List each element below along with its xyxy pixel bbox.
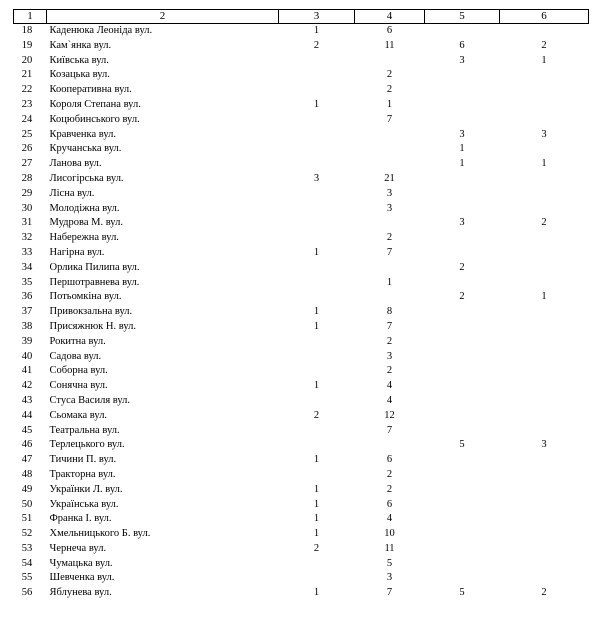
value-col-3 (279, 113, 355, 128)
column-number-header-row (14, 10, 589, 24)
value-col-5 (425, 483, 500, 498)
value-col-6 (500, 320, 589, 335)
table-row (14, 276, 589, 291)
value-col-6: 3 (541, 439, 547, 451)
row-number: 49 (21, 483, 33, 495)
value-col-6 (500, 468, 589, 483)
value-col-3 (279, 571, 355, 586)
value-col-4: 7 (386, 246, 393, 258)
row-number: 43 (21, 394, 33, 406)
street-name: Кам`янка вул. (49, 39, 112, 51)
street-name: Шевченка вул. (49, 572, 115, 584)
street-name: Козацька вул. (49, 69, 110, 81)
row-number: 52 (21, 528, 33, 540)
street-name: Терлецького вул. (49, 439, 125, 451)
row-number: 18 (21, 25, 33, 36)
value-col-6 (500, 483, 589, 498)
row-number: 28 (21, 172, 33, 184)
street-name: Потьомкіна вул. (49, 291, 122, 303)
value-col-3 (279, 216, 355, 231)
value-col-4: 7 (386, 424, 393, 436)
street-name: Чумацька вул. (49, 557, 113, 569)
value-col-4 (355, 157, 425, 172)
value-col-5 (425, 527, 500, 542)
table-row (14, 142, 589, 157)
value-col-4: 6 (386, 454, 393, 466)
table-row (14, 54, 589, 69)
value-col-4: 2 (386, 84, 393, 96)
value-col-3 (279, 468, 355, 483)
value-col-6 (500, 142, 589, 157)
value-col-3 (279, 261, 355, 276)
row-number: 37 (21, 306, 33, 318)
street-name: Орлика Пилипа вул. (49, 261, 140, 273)
row-number: 51 (21, 513, 33, 525)
value-col-4: 2 (386, 483, 393, 495)
street-name: Кооперативна вул. (49, 84, 132, 96)
value-col-3: 1 (313, 306, 320, 318)
value-col-5 (425, 276, 500, 291)
value-col-4: 7 (386, 320, 393, 332)
row-number: 19 (21, 39, 33, 51)
row-number: 44 (21, 409, 33, 421)
value-col-6: 1 (541, 158, 547, 170)
table-row (14, 557, 589, 572)
value-col-3: 1 (313, 454, 320, 466)
value-col-4: 3 (386, 572, 393, 584)
value-col-6: 2 (541, 587, 547, 599)
street-statistics-table (13, 9, 589, 601)
value-col-5 (425, 305, 500, 320)
value-col-5: 2 (459, 261, 465, 273)
street-name: Рокитна вул. (49, 335, 106, 347)
value-col-5 (425, 364, 500, 379)
row-number: 46 (21, 439, 33, 451)
value-col-6: 1 (541, 54, 547, 66)
row-number: 33 (21, 246, 33, 258)
header-col-5: 5 (425, 10, 500, 24)
street-name: Яблунева вул. (49, 587, 112, 599)
table-row (14, 394, 589, 409)
value-col-4 (355, 438, 425, 453)
value-col-6 (500, 379, 589, 394)
row-number: 32 (21, 232, 33, 244)
street-name: Сьомака вул. (49, 409, 108, 421)
table-row (14, 83, 589, 98)
street-name: Українки Л. вул. (49, 483, 123, 495)
value-col-4: 2 (386, 335, 393, 347)
street-name: Кручанська вул. (49, 143, 122, 155)
value-col-3 (279, 54, 355, 69)
value-col-4: 3 (386, 350, 393, 362)
table-row (14, 379, 589, 394)
street-name: Молодіжна вул. (49, 202, 120, 214)
value-col-4: 4 (386, 394, 393, 406)
value-col-4: 1 (386, 98, 393, 110)
value-col-3 (279, 364, 355, 379)
value-col-6 (500, 542, 589, 557)
table-row (14, 527, 589, 542)
value-col-6 (500, 364, 589, 379)
street-name: Хмельницького Б. вул. (49, 528, 151, 540)
value-col-6 (500, 394, 589, 409)
value-col-4: 5 (386, 557, 393, 569)
value-col-6 (500, 202, 589, 217)
value-col-4 (355, 128, 425, 143)
value-col-5 (425, 83, 500, 98)
value-col-5 (425, 68, 500, 83)
value-col-5 (425, 187, 500, 202)
value-col-3 (279, 335, 355, 350)
street-name: Коцюбинського вул. (49, 113, 140, 125)
value-col-6 (500, 512, 589, 527)
value-col-3 (279, 231, 355, 246)
row-number: 41 (21, 365, 33, 377)
value-col-4: 7 (386, 587, 393, 599)
value-col-5 (425, 98, 500, 113)
value-col-6 (500, 187, 589, 202)
header-col-1: 1 (14, 10, 47, 24)
value-col-3 (279, 187, 355, 202)
table-row (14, 98, 589, 113)
street-table-page (13, 9, 588, 601)
value-col-5 (425, 320, 500, 335)
row-number: 38 (21, 320, 33, 332)
street-name: Театральна вул. (49, 424, 120, 436)
table-row (14, 187, 589, 202)
row-number: 55 (21, 572, 33, 584)
table-row (14, 157, 589, 172)
value-col-5: 5 (459, 439, 465, 451)
table-row (14, 113, 589, 128)
value-col-3 (279, 157, 355, 172)
value-col-3: 1 (313, 25, 320, 36)
table-row (14, 571, 589, 586)
table-row (14, 542, 589, 557)
row-number: 25 (21, 128, 33, 140)
value-col-4: 11 (384, 542, 395, 554)
value-col-5 (425, 202, 500, 217)
street-name: Сонячна вул. (49, 380, 108, 392)
street-name: Українська вул. (49, 498, 119, 510)
value-col-4: 2 (386, 232, 393, 244)
row-number: 45 (21, 424, 33, 436)
table-row (14, 586, 589, 601)
value-col-5: 2 (459, 291, 465, 303)
street-name: Тракторна вул. (49, 468, 116, 480)
value-col-5 (425, 335, 500, 350)
value-col-5: 3 (459, 54, 465, 66)
street-name: Присяжнюк Н. вул. (49, 320, 136, 332)
value-col-3: 3 (313, 172, 320, 184)
value-col-6 (500, 453, 589, 468)
street-name: Садова вул. (49, 350, 102, 362)
street-name: Кравченка вул. (49, 128, 117, 140)
row-number: 53 (21, 542, 33, 554)
table-row (14, 320, 589, 335)
value-col-4: 2 (386, 365, 393, 377)
value-col-3: 2 (313, 39, 320, 51)
row-number: 26 (21, 143, 33, 155)
table-row (14, 424, 589, 439)
value-col-5 (425, 468, 500, 483)
table-body (14, 24, 589, 602)
value-col-5: 6 (459, 39, 465, 51)
table-row (14, 24, 589, 39)
value-col-3 (279, 394, 355, 409)
value-col-4: 2 (386, 69, 393, 81)
row-number: 36 (21, 291, 33, 303)
value-col-4: 3 (386, 202, 393, 214)
row-number: 30 (21, 202, 33, 214)
value-col-3: 1 (313, 513, 320, 525)
value-col-6 (500, 276, 589, 291)
street-name: Привокзальна вул. (49, 306, 133, 318)
street-name: Стуса Василя вул. (49, 394, 131, 406)
row-number: 42 (21, 380, 33, 392)
street-name: Соборна вул. (49, 365, 108, 377)
value-col-4: 4 (386, 380, 393, 392)
value-col-5 (425, 542, 500, 557)
table-row (14, 409, 589, 424)
value-col-5 (425, 113, 500, 128)
table-row (14, 453, 589, 468)
row-number: 24 (21, 113, 33, 125)
value-col-6 (500, 571, 589, 586)
value-col-3: 1 (313, 483, 320, 495)
table-row (14, 202, 589, 217)
row-number: 27 (21, 158, 33, 170)
row-number: 50 (21, 498, 33, 510)
row-number: 40 (21, 350, 33, 362)
table-row (14, 512, 589, 527)
street-name: Набережна вул. (49, 232, 119, 244)
street-name: Лисогірська вул. (49, 172, 124, 184)
value-col-3 (279, 128, 355, 143)
value-col-6: 2 (541, 39, 547, 51)
header-col-2: 2 (47, 10, 279, 24)
value-col-6: 1 (541, 291, 547, 303)
value-col-6 (500, 246, 589, 261)
value-col-4 (355, 216, 425, 231)
value-col-5 (425, 231, 500, 246)
value-col-6 (500, 68, 589, 83)
value-col-5 (425, 424, 500, 439)
value-col-3 (279, 424, 355, 439)
value-col-5: 3 (459, 217, 465, 229)
value-col-4: 6 (386, 498, 393, 510)
value-col-4: 6 (386, 25, 393, 36)
street-name: Каденюка Леоніда вул. (49, 25, 153, 36)
value-col-4: 10 (384, 528, 395, 540)
table-row (14, 335, 589, 350)
value-col-6: 2 (541, 217, 547, 229)
street-name: Франка І. вул. (49, 513, 112, 525)
value-col-5 (425, 409, 500, 424)
table-row (14, 364, 589, 379)
value-col-3: 1 (313, 320, 320, 332)
row-number: 35 (21, 276, 33, 288)
value-col-5 (425, 246, 500, 261)
value-col-3 (279, 68, 355, 83)
value-col-6 (500, 305, 589, 320)
table-row (14, 216, 589, 231)
value-col-4 (355, 261, 425, 276)
table-row (14, 128, 589, 143)
street-name: Мудрова М. вул. (49, 217, 123, 229)
value-col-6 (500, 409, 589, 424)
value-col-3 (279, 438, 355, 453)
row-number: 22 (21, 84, 33, 96)
value-col-3: 1 (313, 380, 320, 392)
value-col-6 (500, 113, 589, 128)
value-col-4: 12 (384, 409, 395, 421)
value-col-4: 7 (386, 113, 393, 125)
value-col-3: 2 (313, 542, 320, 554)
value-col-5 (425, 350, 500, 365)
header-col-3: 3 (279, 10, 355, 24)
row-number: 47 (21, 454, 33, 466)
value-col-5 (425, 379, 500, 394)
table-row (14, 68, 589, 83)
table-row (14, 483, 589, 498)
table-row (14, 468, 589, 483)
value-col-3 (279, 290, 355, 305)
street-name: Київська вул. (49, 54, 109, 66)
value-col-4: 8 (386, 306, 393, 318)
value-col-6 (500, 498, 589, 513)
value-col-3: 1 (313, 498, 320, 510)
street-name: Короля Степана вул. (49, 98, 141, 110)
value-col-3: 1 (313, 587, 320, 599)
table-row (14, 172, 589, 187)
value-col-5 (425, 571, 500, 586)
value-col-4 (355, 142, 425, 157)
street-name: Лісна вул. (49, 187, 95, 199)
value-col-4: 11 (384, 39, 395, 51)
value-col-6 (500, 527, 589, 542)
value-col-3 (279, 142, 355, 157)
value-col-3: 1 (313, 246, 320, 258)
row-number: 23 (21, 98, 33, 110)
table-row (14, 231, 589, 246)
value-col-3: 2 (313, 409, 320, 421)
table-row (14, 246, 589, 261)
table-row (14, 498, 589, 513)
row-number: 34 (21, 261, 33, 273)
value-col-5 (425, 24, 500, 39)
value-col-6 (500, 172, 589, 187)
row-number: 54 (21, 557, 33, 569)
row-number: 48 (21, 468, 33, 480)
street-name: Чернеча вул. (49, 542, 107, 554)
value-col-6 (500, 424, 589, 439)
value-col-4: 2 (386, 468, 393, 480)
value-col-6: 3 (541, 128, 547, 140)
row-number: 20 (21, 54, 33, 66)
value-col-6 (500, 261, 589, 276)
table-row (14, 290, 589, 305)
row-number: 29 (21, 187, 33, 199)
value-col-3 (279, 202, 355, 217)
header-col-4: 4 (355, 10, 425, 24)
value-col-4 (355, 54, 425, 69)
value-col-4: 3 (386, 187, 393, 199)
value-col-6 (500, 98, 589, 113)
value-col-6 (500, 350, 589, 365)
table-row (14, 350, 589, 365)
value-col-3 (279, 276, 355, 291)
value-col-5 (425, 453, 500, 468)
value-col-6 (500, 557, 589, 572)
table-row (14, 39, 589, 54)
table-row (14, 438, 589, 453)
row-number: 21 (21, 69, 33, 81)
value-col-3: 1 (313, 528, 320, 540)
value-col-4: 1 (386, 276, 393, 288)
value-col-5 (425, 172, 500, 187)
header-col-6: 6 (500, 10, 589, 24)
value-col-3 (279, 350, 355, 365)
row-number: 31 (21, 217, 33, 229)
table-row (14, 305, 589, 320)
street-name: Ланова вул. (49, 158, 102, 170)
value-col-3 (279, 557, 355, 572)
value-col-4: 21 (384, 172, 395, 184)
value-col-6 (500, 83, 589, 98)
value-col-5: 3 (459, 128, 465, 140)
value-col-5: 5 (459, 587, 465, 599)
value-col-4 (355, 290, 425, 305)
value-col-3 (279, 83, 355, 98)
street-name: Нагірна вул. (49, 246, 105, 258)
value-col-5: 1 (459, 143, 465, 155)
row-number: 39 (21, 335, 33, 347)
value-col-5 (425, 512, 500, 527)
row-number: 56 (21, 587, 33, 599)
street-name: Тичини П. вул. (49, 454, 117, 466)
value-col-5 (425, 557, 500, 572)
value-col-4: 4 (386, 513, 393, 525)
value-col-5: 1 (459, 158, 465, 170)
value-col-3: 1 (313, 98, 320, 110)
value-col-5 (425, 394, 500, 409)
value-col-6 (500, 335, 589, 350)
table-row (14, 261, 589, 276)
value-col-6 (500, 24, 589, 39)
value-col-6 (500, 231, 589, 246)
street-name: Першотравнева вул. (49, 276, 140, 288)
value-col-5 (425, 498, 500, 513)
